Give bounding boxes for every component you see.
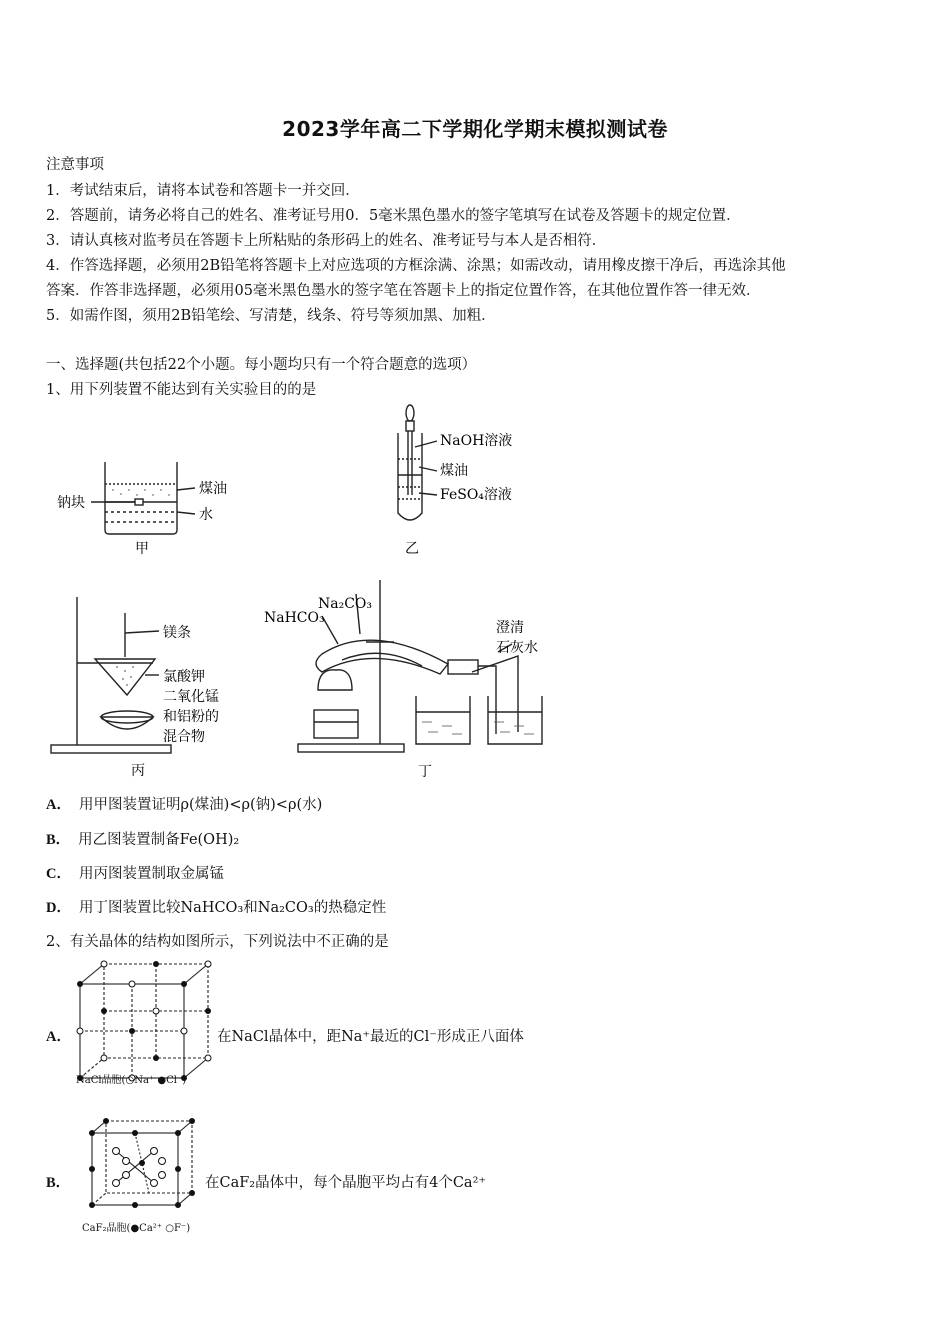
caption-ding: 丁 [418,764,432,780]
option-letter: D． [46,900,71,916]
label-naoh: NaOH溶液 [440,433,513,449]
option-text: 用丙图装置制取金属锰 [78,866,224,882]
q2-option-a-text: 在NaCl晶体中，距Na⁺最近的Cl⁻形成正八面体 [217,1029,524,1045]
label-al-powder: 和铝粉的 [163,709,219,725]
notice-item: 4．作答选择题，必须用2B铅笔将答题卡上对应选项的方框涂满、涂黑；如需改动，请用橡皮擦干净后，再选涂其他 [46,258,786,274]
option-letter: C． [46,866,71,882]
notice-item: 5．如需作图，须用2B铅笔绘、写清楚，线条、符号等须加黑、加粗． [46,308,496,324]
label-feso4: FeSO₄溶液 [440,487,512,503]
label-nahco3: NaHCO₃ [264,610,325,626]
question-2-stem: 2、有关晶体的结构如图所示，下列说法中不正确的是 [46,934,389,950]
label-kclo3: 氯酸钾 [163,669,205,685]
page-title: 2023学年高二下学期化学期末模拟测试卷 [282,117,668,141]
label-limewater-1: 澄清 [496,620,524,636]
figure-ding [262,572,562,782]
question-1-stem: 1、用下列装置不能达到有关实验目的的是 [46,382,317,398]
notice-heading: 注意事项 [46,157,104,173]
notice-item: 1．考试结束后，请将本试卷和答题卡一并交回． [46,183,360,199]
caption-yi: 乙 [405,541,419,557]
figure-yi [385,403,545,558]
label-mixture: 混合物 [163,729,205,745]
option-text: 用乙图装置制备Fe(OH)₂ [78,832,240,848]
option-text: 用丁图装置比较NaHCO₃和Na₂CO₃的热稳定性 [78,900,387,916]
figure-jia [55,450,235,560]
option-letter: A． [46,797,71,813]
section-heading: 一、选择题(共包括22个小题。每小题均只有一个符合题意的选项） [46,357,477,373]
figure-bing [45,595,255,785]
figure-caf2-cell [86,1117,198,1213]
label-na2co3: Na₂CO₃ [318,596,373,612]
caption-bing: 丙 [131,763,145,779]
q1-option-d [46,896,386,917]
q2-option-a-letter [46,1025,79,1046]
label-na-block: 钠块 [57,495,85,511]
figure-nacl-cell [74,960,224,1088]
caf2-legend: CaF₂晶胞(●Ca²⁺ ○F⁻) [82,1223,191,1234]
label-kerosene: 煤油 [199,481,227,497]
label-limewater-2: 石灰水 [496,640,538,656]
label-kerosene-yi: 煤油 [440,463,468,479]
q1-option-a [46,793,322,814]
notice-item: 答案．作答非选择题，必须用05毫米黑色墨水的签字笔在答题卡上的指定位置作答，在其他位置作答一律无效． [46,283,761,299]
caption-jia: 甲 [135,541,149,557]
option-letter: A． [46,1029,71,1045]
label-water: 水 [199,507,213,523]
label-mno2: 二氧化锰 [163,689,219,705]
notice-item: 2．答题前，请务必将自己的姓名、准考证号用0．5毫米黑色墨水的签字笔填写在试卷及答题卡的规定位置． [46,208,741,224]
q2-option-b-letter [46,1171,78,1192]
q2-option-b-text: 在CaF₂晶体中，每个晶胞平均占有4个Ca²⁺ [205,1175,487,1191]
q1-option-c [46,862,224,883]
q1-option-b [46,828,239,849]
notice-item: 3．请认真核对监考员在答题卡上所粘贴的条形码上的姓名、准考证号与本人是否相符． [46,233,607,249]
label-mg: 镁条 [163,625,191,641]
nacl-legend: NaCl晶胞(○Na⁺ ●Cl⁻) [76,1075,187,1086]
option-text: 用甲图装置证明ρ(煤油)<ρ(钠)<ρ(水) [78,797,323,813]
option-letter: B． [46,832,71,848]
option-letter: B． [46,1175,71,1191]
